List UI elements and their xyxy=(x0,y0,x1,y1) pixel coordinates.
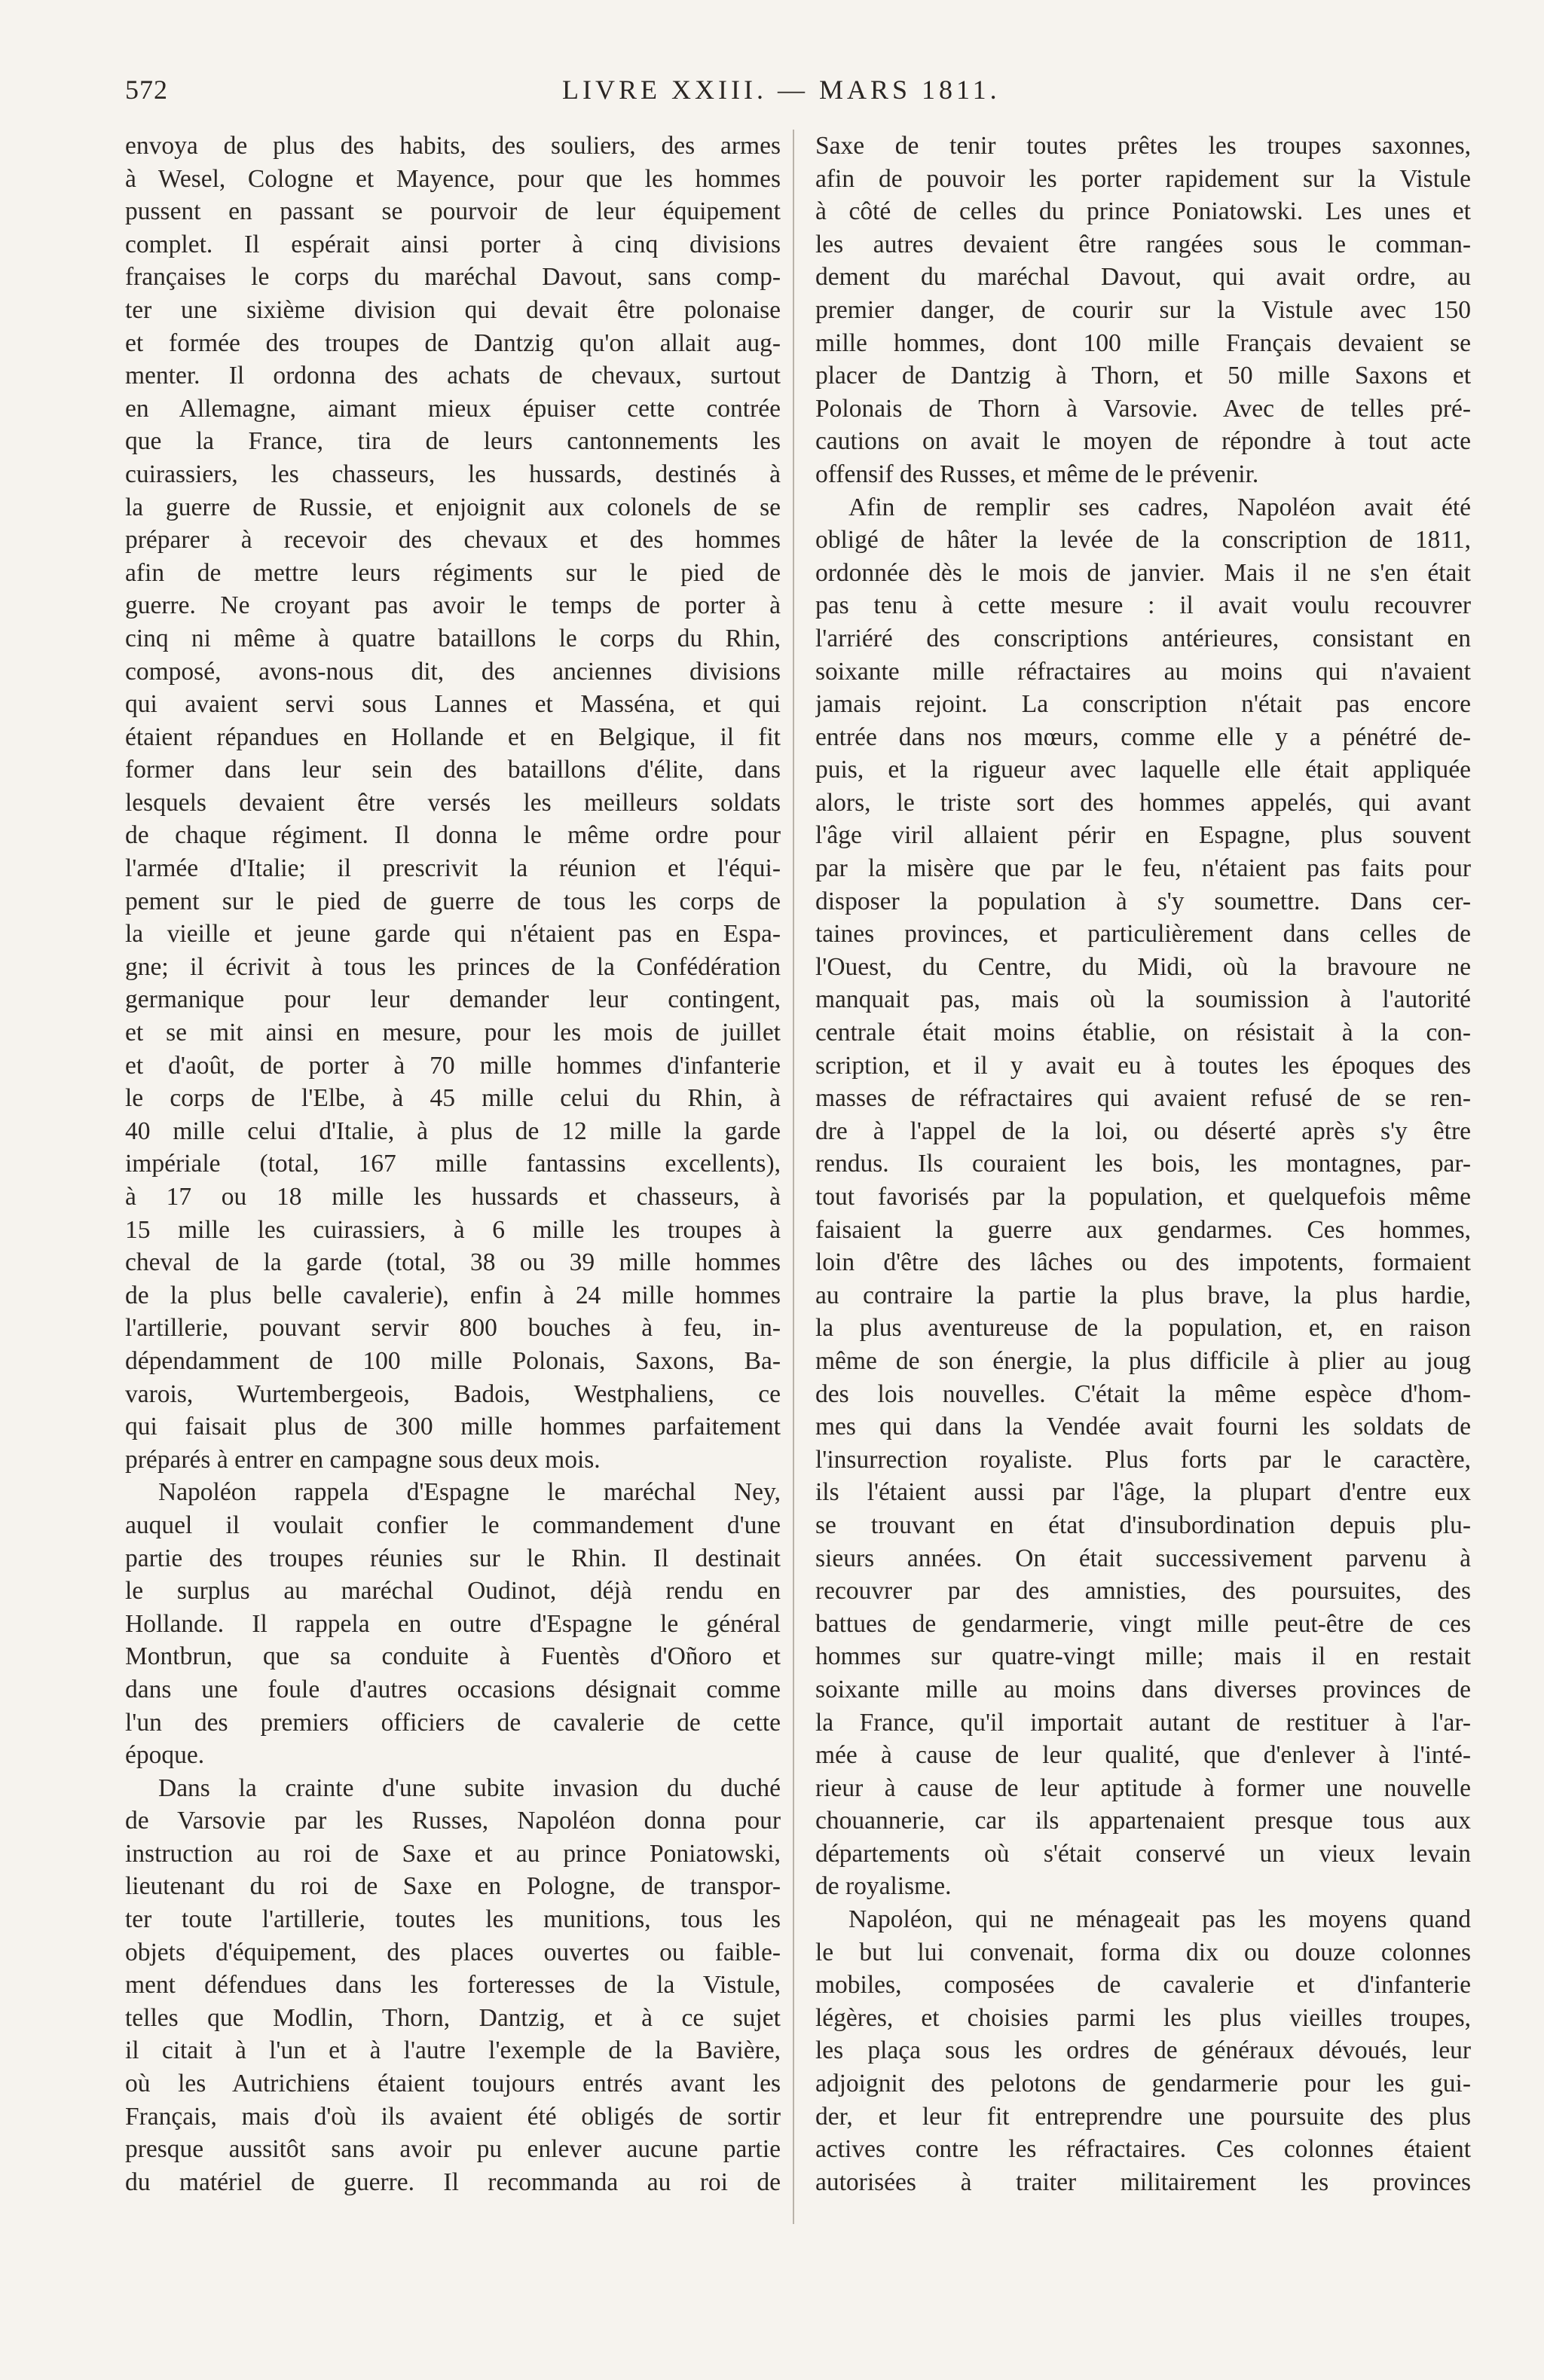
text-line: complet. Il espérait ainsi porter à cinq divisions xyxy=(125,230,781,258)
text-line: Montbrun, que sa conduite à Fuentès d'Oñoro et xyxy=(125,1642,781,1671)
text-line: telles que Modlin, Thorn, Dantzig, et à ce sujet xyxy=(125,2003,781,2032)
text-line: pas tenu à cette mesure : il avait voulu recouvrer xyxy=(815,591,1471,620)
text-line: impériale (total, 167 mille fantassins excellents), xyxy=(125,1150,781,1178)
right-text-column xyxy=(815,130,1471,2198)
text-line: gne; il écrivit à tous les princes de la Confédération xyxy=(125,952,781,981)
text-line: partie des troupes réunies sur le Rhin. Il destinait xyxy=(125,1544,781,1572)
text-line: cinq ni même à quatre bataillons le corps du Rhin, xyxy=(125,624,781,652)
text-line: où les Autrichiens étaient toujours entrés avant les xyxy=(125,2070,781,2098)
text-line: le surplus au maréchal Oudinot, déjà rendu en xyxy=(125,1577,781,1606)
text-line: de royalisme. xyxy=(815,1872,952,1901)
text-line: dans une foule d'autres occasions désignait comme xyxy=(125,1675,781,1703)
text-line: Hollande. Il rappela en outre d'Espagne le général xyxy=(125,1609,781,1638)
text-line: ils l'étaient aussi par l'âge, la plupart d'entre eux xyxy=(815,1478,1471,1507)
text-line: soixante mille au moins dans diverses provinces de xyxy=(815,1675,1471,1703)
text-line: hommes sur quatre-vingt mille; mais il en restait xyxy=(815,1642,1471,1671)
text-line: afin de pouvoir les porter rapidement sur la Vistule xyxy=(815,164,1471,193)
text-line: mobiles, composées de cavalerie et d'infanterie xyxy=(815,1971,1471,2000)
text-line: jamais rejoint. La conscription n'était pas encore xyxy=(815,690,1471,719)
text-line: préparés à entrer en campagne sous deux mois. xyxy=(125,1445,601,1474)
text-line: départements où s'était conservé un vieux levain xyxy=(815,1839,1471,1868)
text-line: soixante mille réfractaires au moins qui n'avaient xyxy=(815,657,1471,686)
text-line: les autres devaient être rangées sous le comman- xyxy=(815,230,1471,258)
text-line: en Allemagne, aimant mieux épuiser cette contrée xyxy=(125,394,781,423)
text-line: la guerre de Russie, et enjoignit aux colonels de se xyxy=(125,493,781,521)
text-line: se trouvant en état d'insubordination depuis plu- xyxy=(815,1511,1471,1539)
text-line: le corps de l'Elbe, à 45 mille celui du Rhin, à xyxy=(125,1084,781,1113)
text-line: françaises le corps du maréchal Davout, sans comp- xyxy=(125,263,781,292)
text-line: instruction au roi de Saxe et au prince Poniatowski, xyxy=(125,1839,781,1868)
text-line: et formée des troupes de Dantzig qu'on allait aug- xyxy=(125,328,781,357)
text-line: qui avaient servi sous Lannes et Masséna, et qui xyxy=(125,690,781,719)
text-line: légères, et choisies parmi les plus vieilles troupes, xyxy=(815,2003,1471,2032)
text-line: centrale était moins établie, on résistait à la con- xyxy=(815,1019,1471,1047)
text-line: dement du maréchal Davout, qui avait ordre, au xyxy=(815,263,1471,292)
text-line: chouannerie, car ils appartenaient presque tous aux xyxy=(815,1807,1471,1835)
text-line: obligé de hâter la levée de la conscription de 1811, xyxy=(815,526,1471,555)
page-header xyxy=(125,74,1519,119)
text-line: composé, avons-nous dit, des anciennes divisions xyxy=(125,657,781,686)
text-line: Polonais de Thorn à Varsovie. Avec de telles pré- xyxy=(815,394,1471,423)
text-line: dre à l'appel de la loi, ou déserté après s'y être xyxy=(815,1117,1471,1145)
text-line: le but lui convenait, forma dix ou douze colonnes xyxy=(815,1938,1471,1966)
text-line: manquait pas, mais où la soumission à l'autorité xyxy=(815,985,1471,1014)
text-line: l'artillerie, pouvant servir 800 bouches à feu, in- xyxy=(125,1314,781,1343)
text-line: au contraire la partie la plus brave, la plus hardie, xyxy=(815,1281,1471,1309)
text-line: offensif des Russes, et même de le prévenir. xyxy=(815,460,1259,488)
text-line: actives contre les réfractaires. Ces colonnes étaient xyxy=(815,2135,1471,2164)
text-line: l'armée d'Italie; il prescrivit la réunion et l'équi- xyxy=(125,854,781,883)
text-line: mes qui dans la Vendée avait fourni les soldats de xyxy=(815,1413,1471,1441)
text-line: recouvrer par des amnisties, des poursuites, des xyxy=(815,1577,1471,1606)
text-line: puis, et la rigueur avec laquelle elle était appliquée xyxy=(815,756,1471,784)
text-line: l'un des premiers officiers de cavalerie de cette xyxy=(125,1708,781,1737)
text-line: taines provinces, et particulièrement dans celles de xyxy=(815,920,1471,949)
text-line: à côté de celles du prince Poniatowski. Les unes et xyxy=(815,197,1471,226)
text-line: l'insurrection royaliste. Plus forts par le caractère, xyxy=(815,1445,1471,1474)
text-line: ter toute l'artillerie, toutes les munitions, tous les xyxy=(125,1905,781,1934)
text-line: rieur à cause de leur aptitude à former une nouvelle xyxy=(815,1774,1471,1802)
text-line: ment défendues dans les forteresses de la Vistule, xyxy=(125,1971,781,2000)
text-line: envoya de plus des habits, des souliers, des armes xyxy=(125,132,781,160)
text-line: préparer à recevoir des chevaux et des hommes xyxy=(125,526,781,555)
text-line: la vieille et jeune garde qui n'étaient pas en Espa- xyxy=(125,920,781,949)
text-line: presque aussitôt sans avoir pu enlever aucune partie xyxy=(125,2135,781,2164)
text-line: entrée dans nos mœurs, comme elle y a pénétré de- xyxy=(815,723,1471,751)
text-line: de la plus belle cavalerie), enfin à 24 mille hommes xyxy=(125,1281,781,1309)
text-line: objets d'équipement, des places ouvertes ou faible- xyxy=(125,1938,781,1966)
text-line: scription, et il y avait eu à toutes les époques des xyxy=(815,1051,1471,1080)
text-line: cuirassiers, les chasseurs, les hussards, destinés à xyxy=(125,460,781,488)
text-line: à Wesel, Cologne et Mayence, pour que les hommes xyxy=(125,164,781,193)
text-line: étaient répandues en Hollande et en Belgique, il fit xyxy=(125,723,781,751)
text-line: lesquels devaient être versés les meilleurs soldats xyxy=(125,788,781,817)
text-line: époque. xyxy=(125,1741,205,1770)
text-line: menter. Il ordonna des achats de chevaux, surtout xyxy=(125,362,781,390)
text-line: à 17 ou 18 mille les hussards et chasseurs, à xyxy=(125,1183,781,1211)
text-line: placer de Dantzig à Thorn, et 50 mille Saxons et xyxy=(815,362,1471,390)
text-line: les plaça sous les ordres de généraux dévoués, leur xyxy=(815,2036,1471,2065)
text-line: autorisées à traiter militairement les provinces xyxy=(815,2168,1471,2196)
text-line: Afin de remplir ses cadres, Napoléon avait été xyxy=(848,493,1471,521)
text-line: loin d'être des lâches ou des impotents, formaient xyxy=(815,1248,1471,1277)
text-line: des lois nouvelles. C'était la même espèce d'hom- xyxy=(815,1379,1471,1408)
text-line: battues de gendarmerie, vingt mille peut-être de ces xyxy=(815,1609,1471,1638)
text-line: guerre. Ne croyant pas avoir le temps de porter à xyxy=(125,591,781,620)
text-line: auquel il voulait confier le commandement d'une xyxy=(125,1511,781,1539)
text-line: du matériel de guerre. Il recommanda au roi de xyxy=(125,2168,781,2196)
text-line: de chaque régiment. Il donna le même ordre pour xyxy=(125,821,781,850)
text-line: tout favorisés par la population, et quelquefois même xyxy=(815,1183,1471,1211)
text-line: et se mit ainsi en mesure, pour les mois de juillet xyxy=(125,1019,781,1047)
text-line: dépendamment de 100 mille Polonais, Saxons, Ba- xyxy=(125,1346,781,1375)
text-line: pussent en passant se pourvoir de leur équipement xyxy=(125,197,781,226)
text-line: la plus aventureuse de la population, et, en raison xyxy=(815,1314,1471,1343)
text-line: mée à cause de leur qualité, que d'enlever à l'inté- xyxy=(815,1741,1471,1770)
text-line: masses de réfractaires qui avaient refusé de se ren- xyxy=(815,1084,1471,1113)
text-line: sieurs années. On était successivement parvenu à xyxy=(815,1544,1471,1572)
text-line: lieutenant du roi de Saxe en Pologne, de transpor- xyxy=(125,1872,781,1901)
text-line: afin de mettre leurs régiments sur le pied de xyxy=(125,558,781,587)
text-line: rendus. Ils couraient les bois, les montagnes, par- xyxy=(815,1150,1471,1178)
text-line: cautions on avait le moyen de répondre à tout acte xyxy=(815,427,1471,456)
text-line: la France, qu'il importait autant de restituer à l'ar- xyxy=(815,1708,1471,1737)
text-line: l'âge viril allaient périr en Espagne, plus souvent xyxy=(815,821,1471,850)
text-line: même de son énergie, la plus difficile à plier au joug xyxy=(815,1346,1471,1375)
text-line: cheval de la garde (total, 38 ou 39 mille hommes xyxy=(125,1248,781,1277)
text-line: il citait à l'un et à l'autre l'exemple de la Bavière, xyxy=(125,2036,781,2065)
text-line: qui faisait plus de 300 mille hommes parfaitement xyxy=(125,1413,781,1441)
text-line: germanique pour leur demander leur contingent, xyxy=(125,985,781,1014)
text-line: par la misère que par le feu, n'étaient pas faits pour xyxy=(815,854,1471,883)
text-line: que la France, tira de leurs cantonnements les xyxy=(125,427,781,456)
text-line: former dans leur sein des bataillons d'élite, dans xyxy=(125,756,781,784)
text-line: faisaient la guerre aux gendarmes. Ces hommes, xyxy=(815,1215,1471,1244)
text-line: Napoléon rappela d'Espagne le maréchal Ney, xyxy=(158,1478,781,1507)
text-line: mille hommes, dont 100 mille Français devaient se xyxy=(815,328,1471,357)
text-line: Napoléon, qui ne ménageait pas les moyens quand xyxy=(848,1905,1471,1934)
text-line: premier danger, de courir sur la Vistule avec 150 xyxy=(815,295,1471,324)
text-line: alors, le triste sort des hommes appelés, qui avant xyxy=(815,788,1471,817)
text-line: 15 mille les cuirassiers, à 6 mille les troupes à xyxy=(125,1215,781,1244)
text-line: ter une sixième division qui devait être polonaise xyxy=(125,295,781,324)
text-line: de Varsovie par les Russes, Napoléon donna pour xyxy=(125,1807,781,1835)
running-head: LIVRE XXIII. — MARS 1811. xyxy=(562,75,1001,105)
text-line: adjoignit des pelotons de gendarmerie pour les gui- xyxy=(815,2070,1471,2098)
text-line: ordonnée dès le mois de janvier. Mais il ne s'en était xyxy=(815,558,1471,587)
text-line: Saxe de tenir toutes prêtes les troupes saxonnes, xyxy=(815,132,1471,160)
left-text-column xyxy=(125,130,781,2198)
text-line: varois, Wurtembergeois, Badois, Westphaliens, ce xyxy=(125,1379,781,1408)
text-line: 40 mille celui d'Italie, à plus de 12 mille la garde xyxy=(125,1117,781,1145)
column-divider xyxy=(793,130,794,2224)
page-number: 572 xyxy=(125,75,168,105)
text-line: Dans la crainte d'une subite invasion du duché xyxy=(158,1774,781,1802)
text-line: disposer la population à s'y soumettre. Dans cer- xyxy=(815,887,1471,915)
text-line: l'arriéré des conscriptions antérieures, consistant en xyxy=(815,624,1471,652)
text-line: et d'août, de porter à 70 mille hommes d'infanterie xyxy=(125,1051,781,1080)
text-line: Français, mais d'où ils avaient été obligés de sortir xyxy=(125,2102,781,2131)
text-line: der, et leur fit entreprendre une poursuite des plus xyxy=(815,2102,1471,2131)
text-line: pement sur le pied de guerre de tous les corps de xyxy=(125,887,781,915)
text-line: l'Ouest, du Centre, du Midi, où la bravoure ne xyxy=(815,952,1471,981)
